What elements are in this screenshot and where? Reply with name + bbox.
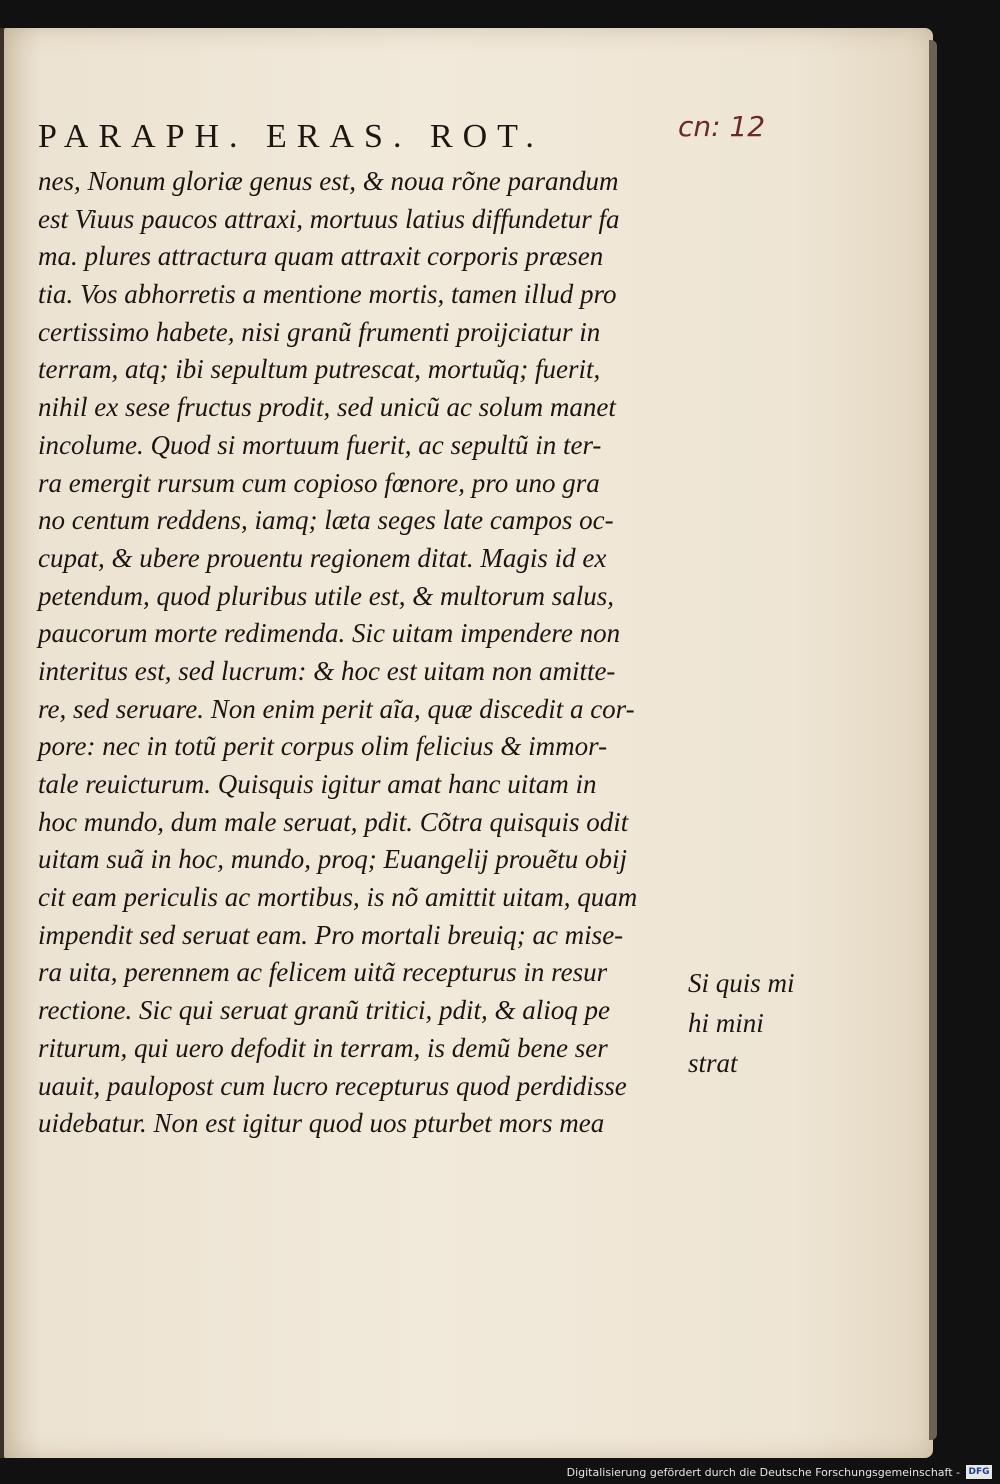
margin-line: hi mini <box>688 1008 764 1038</box>
text-line: ra emergit rursum cum copioso fœnore, pro uno gra <box>38 467 600 498</box>
text-line: cit eam periculis ac mortibus, is nõ amittit uitam, quam <box>38 882 638 913</box>
text-line: hoc mundo, dum male seruat, pdit. Cõtra quisquis odit <box>38 806 629 837</box>
margin-line: Si quis mi <box>688 968 795 998</box>
text-line: tia. Vos abhorretis a mentione mortis, tamen illud pro <box>38 279 617 310</box>
text-line: tale reuicturum. Quisquis igitur amat hanc uitam in <box>38 769 597 799</box>
main-text-block <box>38 163 688 1143</box>
text-line: no centum reddens, iamq; læta seges late campos oc- <box>38 505 614 536</box>
running-head: PARAPH. ERAS. ROT. <box>38 118 544 155</box>
text-line: uauit, paulopost cum lucro recepturus quod perdidisse <box>38 1070 627 1101</box>
text-line: uitam suã in hoc, mundo, proq; Euangelij prouẽtu obij <box>38 844 627 875</box>
text-line: nes, Nonum gloriæ genus est, & noua rõne parandum <box>38 166 619 196</box>
text-line: rectione. Sic qui seruat granũ tritici, pdit, & alioq pe <box>38 995 610 1026</box>
text-line: ra uita, perennem ac felicem uitã recepturus in resur <box>38 957 608 988</box>
text-line: cupat, & ubere prouentu regionem ditat. Magis id ex <box>38 542 607 573</box>
funding-credit: Digitalisierung gefördert durch die Deutsche Forschungsgemeinschaft - <box>566 1466 960 1479</box>
text-line: terram, atq; ibi sepultum putrescat, mortuũq; fuerit, <box>38 354 601 385</box>
text-line: est Viuus paucos attraxi, mortuus latius diffundetur fa <box>38 203 620 234</box>
text-line: riturum, qui uero defodit in terram, is demũ bene ser <box>38 1032 608 1063</box>
text-line: ma. plures attractura quam attraxit corporis præsen <box>38 241 604 272</box>
text-line: re, sed seruare. Non enim perit aĩa, quæ discedit a cor- <box>38 693 635 724</box>
text-line: paucorum morte redimenda. Sic uitam impendere non <box>38 618 621 649</box>
text-line: uidebatur. Non est igitur quod uos pturbet mors mea <box>38 1108 605 1139</box>
handwritten-folio-mark: cn: 12 <box>678 110 766 143</box>
text-line: petendum, quod pluribus utile est, & multorum salus, <box>38 580 614 611</box>
marginal-note <box>688 963 828 1083</box>
text-line: impendit sed seruat eam. Pro mortali breuiq; ac mise- <box>38 919 624 950</box>
page-edge <box>929 40 937 1440</box>
text-line: interitus est, sed lucrum: & hoc est uitam non amitte- <box>38 655 616 686</box>
digitization-footer <box>0 1462 1000 1484</box>
text-line: nihil ex sese fructus prodit, sed unicũ ac solum manet <box>38 392 616 423</box>
dfg-logo: DFG <box>966 1465 992 1479</box>
text-line: certissimo habete, nisi granũ frumenti proijciatur in <box>38 316 601 347</box>
text-line: incolume. Quod si mortuum fuerit, ac sepultũ in ter- <box>38 429 602 460</box>
margin-line: strat <box>688 1048 738 1078</box>
text-line: pore: nec in totũ perit corpus olim felicius & immor- <box>38 731 608 762</box>
